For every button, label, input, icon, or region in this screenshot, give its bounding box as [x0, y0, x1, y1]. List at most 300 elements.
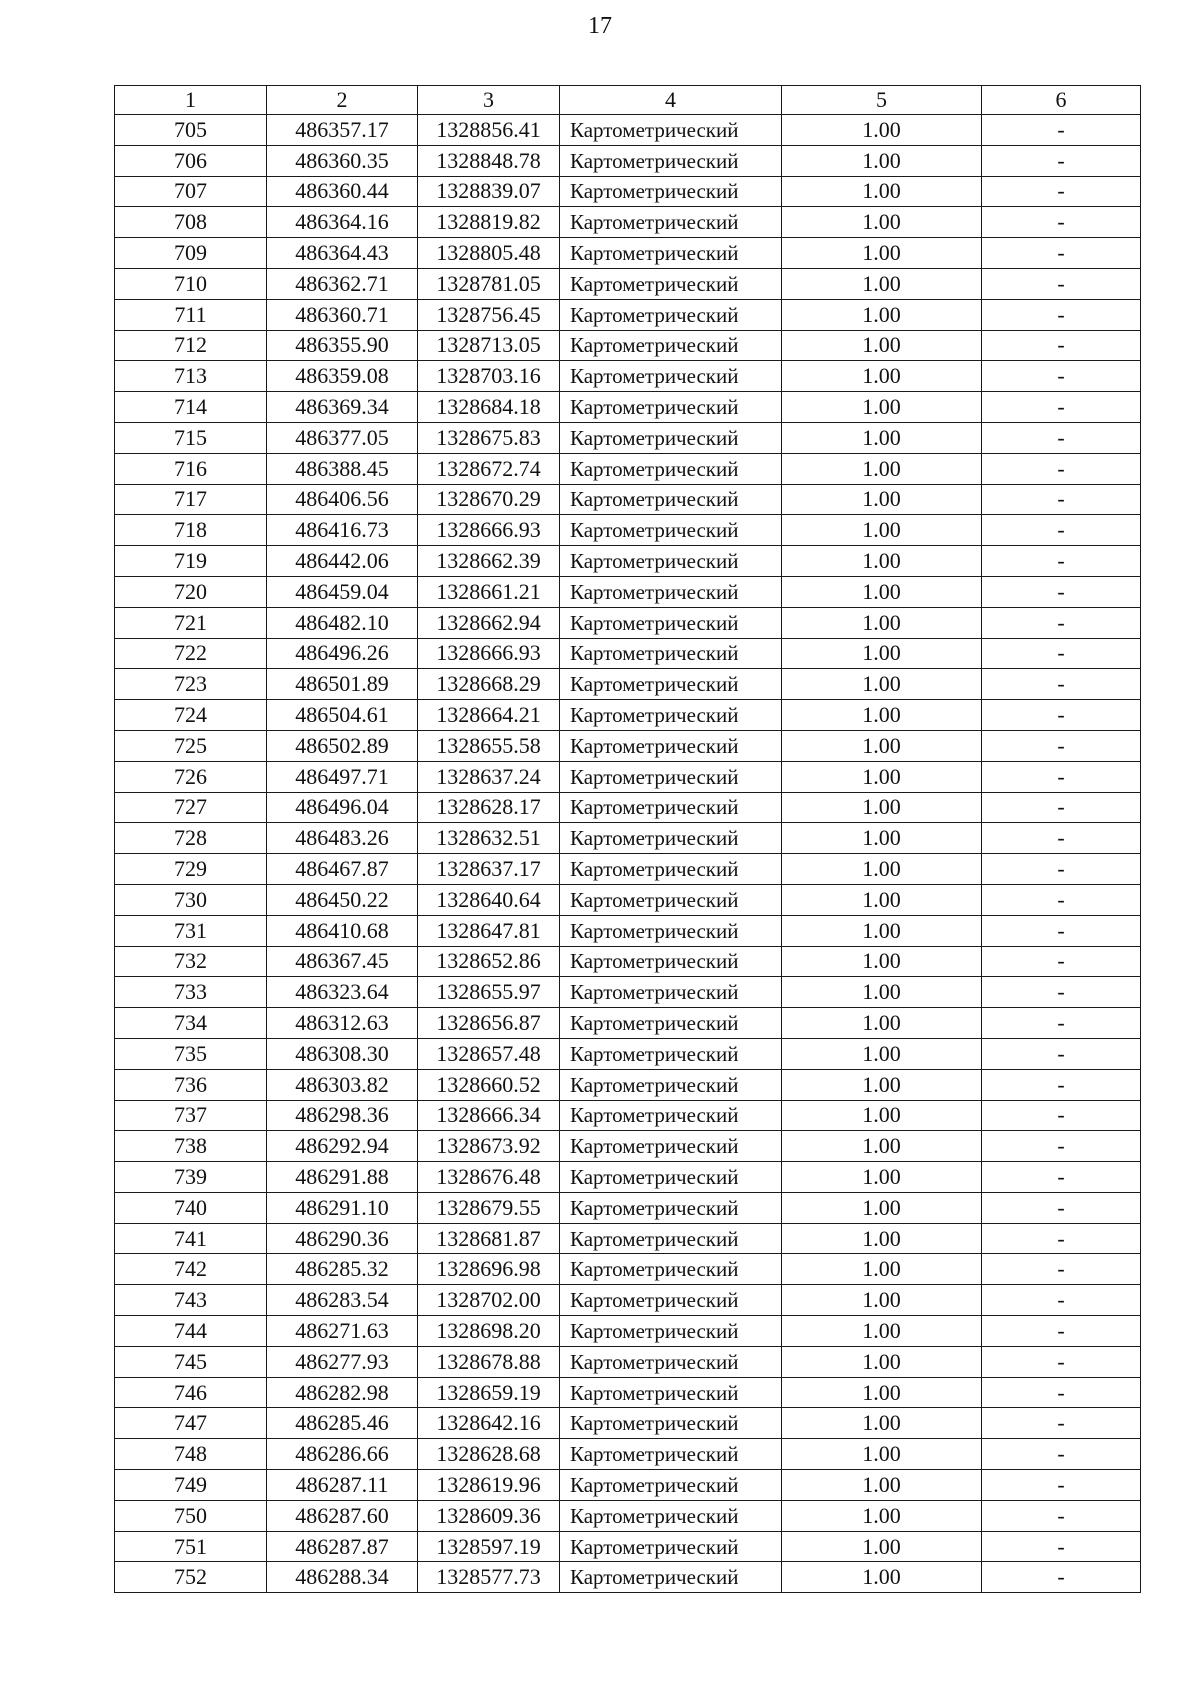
method-cell: Картометрический	[560, 299, 782, 330]
point-number-cell: 714	[115, 392, 267, 423]
accuracy-cell: 1.00	[782, 1500, 982, 1531]
table-row	[115, 1069, 1141, 1100]
method-cell: Картометрический	[560, 392, 782, 423]
table-row	[115, 1008, 1141, 1039]
table-row	[115, 268, 1141, 299]
method-cell: Картометрический	[560, 115, 782, 146]
point-number-cell: 749	[115, 1470, 267, 1501]
description-cell: -	[982, 268, 1141, 299]
accuracy-cell: 1.00	[782, 730, 982, 761]
point-number-cell: 715	[115, 422, 267, 453]
y-coordinate-cell: 1328675.83	[418, 422, 560, 453]
table-row	[115, 207, 1141, 238]
method-cell: Картометрический	[560, 1500, 782, 1531]
description-cell: -	[982, 1439, 1141, 1470]
accuracy-cell: 1.00	[782, 1223, 982, 1254]
method-cell: Картометрический	[560, 669, 782, 700]
column-header-description: 6	[982, 86, 1141, 115]
point-number-cell: 727	[115, 792, 267, 823]
y-coordinate-cell: 1328632.51	[418, 823, 560, 854]
description-cell: -	[982, 361, 1141, 392]
y-coordinate-cell: 1328681.87	[418, 1223, 560, 1254]
table-row	[115, 1254, 1141, 1285]
x-coordinate-cell: 486288.34	[267, 1562, 418, 1593]
y-coordinate-cell: 1328662.94	[418, 607, 560, 638]
table-row	[115, 299, 1141, 330]
x-coordinate-cell: 486502.89	[267, 730, 418, 761]
accuracy-cell: 1.00	[782, 1470, 982, 1501]
accuracy-cell: 1.00	[782, 854, 982, 885]
table-row	[115, 1223, 1141, 1254]
accuracy-cell: 1.00	[782, 422, 982, 453]
column-header-accuracy: 5	[782, 86, 982, 115]
table-row	[115, 1346, 1141, 1377]
table-row	[115, 1500, 1141, 1531]
y-coordinate-cell: 1328781.05	[418, 268, 560, 299]
point-number-cell: 728	[115, 823, 267, 854]
y-coordinate-cell: 1328839.07	[418, 176, 560, 207]
accuracy-cell: 1.00	[782, 453, 982, 484]
y-coordinate-cell: 1328679.55	[418, 1192, 560, 1223]
accuracy-cell: 1.00	[782, 484, 982, 515]
point-number-cell: 706	[115, 145, 267, 176]
x-coordinate-cell: 486312.63	[267, 1008, 418, 1039]
point-number-cell: 744	[115, 1316, 267, 1347]
y-coordinate-cell: 1328666.93	[418, 638, 560, 669]
table-row	[115, 1131, 1141, 1162]
description-cell: -	[982, 115, 1141, 146]
y-coordinate-cell: 1328655.58	[418, 730, 560, 761]
method-cell: Картометрический	[560, 176, 782, 207]
x-coordinate-cell: 486416.73	[267, 515, 418, 546]
point-number-cell: 736	[115, 1069, 267, 1100]
x-coordinate-cell: 486377.05	[267, 422, 418, 453]
description-cell: -	[982, 1100, 1141, 1131]
accuracy-cell: 1.00	[782, 1192, 982, 1223]
point-number-cell: 745	[115, 1346, 267, 1377]
method-cell: Картометрический	[560, 576, 782, 607]
x-coordinate-cell: 486282.98	[267, 1377, 418, 1408]
y-coordinate-cell: 1328702.00	[418, 1285, 560, 1316]
column-header-y: 3	[418, 86, 560, 115]
x-coordinate-cell: 486496.26	[267, 638, 418, 669]
method-cell: Картометрический	[560, 854, 782, 885]
point-number-cell: 709	[115, 238, 267, 269]
description-cell: -	[982, 1316, 1141, 1347]
description-cell: -	[982, 330, 1141, 361]
method-cell: Картометрический	[560, 915, 782, 946]
description-cell: -	[982, 1254, 1141, 1285]
point-number-cell: 726	[115, 761, 267, 792]
point-number-cell: 731	[115, 915, 267, 946]
y-coordinate-cell: 1328652.86	[418, 946, 560, 977]
y-coordinate-cell: 1328628.68	[418, 1439, 560, 1470]
description-cell: -	[982, 1192, 1141, 1223]
y-coordinate-cell: 1328642.16	[418, 1408, 560, 1439]
x-coordinate-cell: 486364.16	[267, 207, 418, 238]
y-coordinate-cell: 1328662.39	[418, 546, 560, 577]
method-cell: Картометрический	[560, 761, 782, 792]
column-header-point-number: 1	[115, 86, 267, 115]
method-cell: Картометрический	[560, 1377, 782, 1408]
x-coordinate-cell: 486362.71	[267, 268, 418, 299]
method-cell: Картометрический	[560, 823, 782, 854]
method-cell: Картометрический	[560, 422, 782, 453]
description-cell: -	[982, 1162, 1141, 1193]
table-row	[115, 1162, 1141, 1193]
method-cell: Картометрический	[560, 1038, 782, 1069]
method-cell: Картометрический	[560, 638, 782, 669]
page-number: 17	[588, 13, 612, 39]
accuracy-cell: 1.00	[782, 1531, 982, 1562]
accuracy-cell: 1.00	[782, 1316, 982, 1347]
description-cell: -	[982, 453, 1141, 484]
accuracy-cell: 1.00	[782, 977, 982, 1008]
description-cell: -	[982, 700, 1141, 731]
x-coordinate-cell: 486497.71	[267, 761, 418, 792]
accuracy-cell: 1.00	[782, 1346, 982, 1377]
table-row	[115, 330, 1141, 361]
method-cell: Картометрический	[560, 1285, 782, 1316]
description-cell: -	[982, 823, 1141, 854]
x-coordinate-cell: 486285.46	[267, 1408, 418, 1439]
x-coordinate-cell: 486298.36	[267, 1100, 418, 1131]
table-row	[115, 1192, 1141, 1223]
accuracy-cell: 1.00	[782, 1254, 982, 1285]
description-cell: -	[982, 1346, 1141, 1377]
table-row	[115, 854, 1141, 885]
y-coordinate-cell: 1328684.18	[418, 392, 560, 423]
accuracy-cell: 1.00	[782, 700, 982, 731]
table-row	[115, 1439, 1141, 1470]
description-cell: -	[982, 576, 1141, 607]
accuracy-cell: 1.00	[782, 946, 982, 977]
point-number-cell: 707	[115, 176, 267, 207]
description-cell: -	[982, 1470, 1141, 1501]
x-coordinate-cell: 486359.08	[267, 361, 418, 392]
accuracy-cell: 1.00	[782, 823, 982, 854]
description-cell: -	[982, 546, 1141, 577]
table-row	[115, 484, 1141, 515]
point-number-cell: 740	[115, 1192, 267, 1223]
y-coordinate-cell: 1328577.73	[418, 1562, 560, 1593]
method-cell: Картометрический	[560, 1100, 782, 1131]
point-number-cell: 713	[115, 361, 267, 392]
method-cell: Картометрический	[560, 238, 782, 269]
table-row	[115, 977, 1141, 1008]
accuracy-cell: 1.00	[782, 761, 982, 792]
x-coordinate-cell: 486291.88	[267, 1162, 418, 1193]
y-coordinate-cell: 1328673.92	[418, 1131, 560, 1162]
table-row	[115, 638, 1141, 669]
accuracy-cell: 1.00	[782, 1285, 982, 1316]
y-coordinate-cell: 1328819.82	[418, 207, 560, 238]
table-row	[115, 700, 1141, 731]
description-cell: -	[982, 238, 1141, 269]
table-row	[115, 515, 1141, 546]
point-number-cell: 741	[115, 1223, 267, 1254]
column-header-x: 2	[267, 86, 418, 115]
table-row	[115, 1470, 1141, 1501]
coordinates-table	[114, 85, 1141, 1593]
y-coordinate-cell: 1328678.88	[418, 1346, 560, 1377]
accuracy-cell: 1.00	[782, 115, 982, 146]
method-cell: Картометрический	[560, 515, 782, 546]
method-cell: Картометрический	[560, 1562, 782, 1593]
y-coordinate-cell: 1328848.78	[418, 145, 560, 176]
description-cell: -	[982, 1131, 1141, 1162]
table-row	[115, 946, 1141, 977]
accuracy-cell: 1.00	[782, 1008, 982, 1039]
method-cell: Картометрический	[560, 453, 782, 484]
x-coordinate-cell: 486482.10	[267, 607, 418, 638]
accuracy-cell: 1.00	[782, 792, 982, 823]
table-row	[115, 145, 1141, 176]
method-cell: Картометрический	[560, 1069, 782, 1100]
x-coordinate-cell: 486292.94	[267, 1131, 418, 1162]
y-coordinate-cell: 1328659.19	[418, 1377, 560, 1408]
accuracy-cell: 1.00	[782, 207, 982, 238]
description-cell: -	[982, 1531, 1141, 1562]
x-coordinate-cell: 486360.35	[267, 145, 418, 176]
table-row	[115, 1531, 1141, 1562]
table-row	[115, 1316, 1141, 1347]
accuracy-cell: 1.00	[782, 268, 982, 299]
point-number-cell: 746	[115, 1377, 267, 1408]
method-cell: Картометрический	[560, 1192, 782, 1223]
point-number-cell: 734	[115, 1008, 267, 1039]
accuracy-cell: 1.00	[782, 515, 982, 546]
table-row	[115, 792, 1141, 823]
description-cell: -	[982, 730, 1141, 761]
point-number-cell: 723	[115, 669, 267, 700]
y-coordinate-cell: 1328656.87	[418, 1008, 560, 1039]
description-cell: -	[982, 515, 1141, 546]
method-cell: Картометрический	[560, 546, 782, 577]
point-number-cell: 733	[115, 977, 267, 1008]
point-number-cell: 750	[115, 1500, 267, 1531]
x-coordinate-cell: 486291.10	[267, 1192, 418, 1223]
x-coordinate-cell: 486367.45	[267, 946, 418, 977]
method-cell: Картометрический	[560, 730, 782, 761]
method-cell: Картометрический	[560, 1439, 782, 1470]
table-row	[115, 607, 1141, 638]
table-body	[115, 115, 1141, 1593]
method-cell: Картометрический	[560, 1316, 782, 1347]
method-cell: Картометрический	[560, 145, 782, 176]
y-coordinate-cell: 1328640.64	[418, 884, 560, 915]
x-coordinate-cell: 486496.04	[267, 792, 418, 823]
point-number-cell: 730	[115, 884, 267, 915]
point-number-cell: 751	[115, 1531, 267, 1562]
method-cell: Картометрический	[560, 1162, 782, 1193]
method-cell: Картометрический	[560, 1008, 782, 1039]
x-coordinate-cell: 486357.17	[267, 115, 418, 146]
accuracy-cell: 1.00	[782, 145, 982, 176]
description-cell: -	[982, 915, 1141, 946]
x-coordinate-cell: 486323.64	[267, 977, 418, 1008]
y-coordinate-cell: 1328676.48	[418, 1162, 560, 1193]
method-cell: Картометрический	[560, 361, 782, 392]
accuracy-cell: 1.00	[782, 1162, 982, 1193]
point-number-cell: 732	[115, 946, 267, 977]
method-cell: Картометрический	[560, 207, 782, 238]
table-row	[115, 546, 1141, 577]
header-row	[115, 86, 1141, 115]
y-coordinate-cell: 1328756.45	[418, 299, 560, 330]
point-number-cell: 705	[115, 115, 267, 146]
y-coordinate-cell: 1328805.48	[418, 238, 560, 269]
y-coordinate-cell: 1328655.97	[418, 977, 560, 1008]
description-cell: -	[982, 422, 1141, 453]
point-number-cell: 712	[115, 330, 267, 361]
point-number-cell: 747	[115, 1408, 267, 1439]
description-cell: -	[982, 638, 1141, 669]
accuracy-cell: 1.00	[782, 1439, 982, 1470]
method-cell: Картометрический	[560, 1470, 782, 1501]
x-coordinate-cell: 486285.32	[267, 1254, 418, 1285]
method-cell: Картометрический	[560, 1223, 782, 1254]
point-number-cell: 729	[115, 854, 267, 885]
method-cell: Картометрический	[560, 1531, 782, 1562]
x-coordinate-cell: 486369.34	[267, 392, 418, 423]
accuracy-cell: 1.00	[782, 884, 982, 915]
table-row	[115, 238, 1141, 269]
accuracy-cell: 1.00	[782, 1377, 982, 1408]
table-row	[115, 1408, 1141, 1439]
method-cell: Картометрический	[560, 792, 782, 823]
y-coordinate-cell: 1328637.17	[418, 854, 560, 885]
point-number-cell: 719	[115, 546, 267, 577]
description-cell: -	[982, 884, 1141, 915]
table-row	[115, 1285, 1141, 1316]
method-cell: Картометрический	[560, 1346, 782, 1377]
table-row	[115, 761, 1141, 792]
point-number-cell: 722	[115, 638, 267, 669]
table-row	[115, 1562, 1141, 1593]
x-coordinate-cell: 486277.93	[267, 1346, 418, 1377]
accuracy-cell: 1.00	[782, 299, 982, 330]
point-number-cell: 737	[115, 1100, 267, 1131]
accuracy-cell: 1.00	[782, 1131, 982, 1162]
description-cell: -	[982, 176, 1141, 207]
point-number-cell: 716	[115, 453, 267, 484]
method-cell: Картометрический	[560, 1254, 782, 1285]
method-cell: Картометрический	[560, 1408, 782, 1439]
accuracy-cell: 1.00	[782, 1038, 982, 1069]
y-coordinate-cell: 1328609.36	[418, 1500, 560, 1531]
point-number-cell: 721	[115, 607, 267, 638]
x-coordinate-cell: 486410.68	[267, 915, 418, 946]
y-coordinate-cell: 1328672.74	[418, 453, 560, 484]
point-number-cell: 717	[115, 484, 267, 515]
accuracy-cell: 1.00	[782, 546, 982, 577]
description-cell: -	[982, 1377, 1141, 1408]
x-coordinate-cell: 486364.43	[267, 238, 418, 269]
x-coordinate-cell: 486308.30	[267, 1038, 418, 1069]
method-cell: Картометрический	[560, 884, 782, 915]
table-row	[115, 576, 1141, 607]
description-cell: -	[982, 977, 1141, 1008]
table-row	[115, 361, 1141, 392]
point-number-cell: 752	[115, 1562, 267, 1593]
point-number-cell: 710	[115, 268, 267, 299]
table-row	[115, 915, 1141, 946]
description-cell: -	[982, 484, 1141, 515]
x-coordinate-cell: 486287.60	[267, 1500, 418, 1531]
method-cell: Картометрический	[560, 1131, 782, 1162]
table-row	[115, 453, 1141, 484]
table-row	[115, 176, 1141, 207]
description-cell: -	[982, 1285, 1141, 1316]
description-cell: -	[982, 607, 1141, 638]
y-coordinate-cell: 1328698.20	[418, 1316, 560, 1347]
accuracy-cell: 1.00	[782, 330, 982, 361]
point-number-cell: 708	[115, 207, 267, 238]
x-coordinate-cell: 486287.87	[267, 1531, 418, 1562]
accuracy-cell: 1.00	[782, 638, 982, 669]
description-cell: -	[982, 1008, 1141, 1039]
table-row	[115, 115, 1141, 146]
point-number-cell: 711	[115, 299, 267, 330]
point-number-cell: 738	[115, 1131, 267, 1162]
y-coordinate-cell: 1328668.29	[418, 669, 560, 700]
accuracy-cell: 1.00	[782, 1562, 982, 1593]
method-cell: Картометрический	[560, 946, 782, 977]
x-coordinate-cell: 486504.61	[267, 700, 418, 731]
x-coordinate-cell: 486459.04	[267, 576, 418, 607]
x-coordinate-cell: 486450.22	[267, 884, 418, 915]
description-cell: -	[982, 792, 1141, 823]
point-number-cell: 739	[115, 1162, 267, 1193]
accuracy-cell: 1.00	[782, 1069, 982, 1100]
method-cell: Картометрический	[560, 977, 782, 1008]
description-cell: -	[982, 1223, 1141, 1254]
accuracy-cell: 1.00	[782, 1100, 982, 1131]
x-coordinate-cell: 486286.66	[267, 1439, 418, 1470]
description-cell: -	[982, 392, 1141, 423]
y-coordinate-cell: 1328670.29	[418, 484, 560, 515]
y-coordinate-cell: 1328856.41	[418, 115, 560, 146]
table-row	[115, 1038, 1141, 1069]
y-coordinate-cell: 1328660.52	[418, 1069, 560, 1100]
column-header-method: 4	[560, 86, 782, 115]
accuracy-cell: 1.00	[782, 576, 982, 607]
description-cell: -	[982, 669, 1141, 700]
x-coordinate-cell: 486287.11	[267, 1470, 418, 1501]
accuracy-cell: 1.00	[782, 1408, 982, 1439]
point-number-cell: 718	[115, 515, 267, 546]
table-header	[115, 86, 1141, 115]
method-cell: Картометрический	[560, 330, 782, 361]
accuracy-cell: 1.00	[782, 607, 982, 638]
description-cell: -	[982, 1500, 1141, 1531]
description-cell: -	[982, 1562, 1141, 1593]
description-cell: -	[982, 761, 1141, 792]
x-coordinate-cell: 486283.54	[267, 1285, 418, 1316]
description-cell: -	[982, 207, 1141, 238]
point-number-cell: 725	[115, 730, 267, 761]
y-coordinate-cell: 1328696.98	[418, 1254, 560, 1285]
accuracy-cell: 1.00	[782, 915, 982, 946]
y-coordinate-cell: 1328661.21	[418, 576, 560, 607]
point-number-cell: 742	[115, 1254, 267, 1285]
x-coordinate-cell: 486501.89	[267, 669, 418, 700]
description-cell: -	[982, 854, 1141, 885]
y-coordinate-cell: 1328666.93	[418, 515, 560, 546]
description-cell: -	[982, 946, 1141, 977]
accuracy-cell: 1.00	[782, 361, 982, 392]
